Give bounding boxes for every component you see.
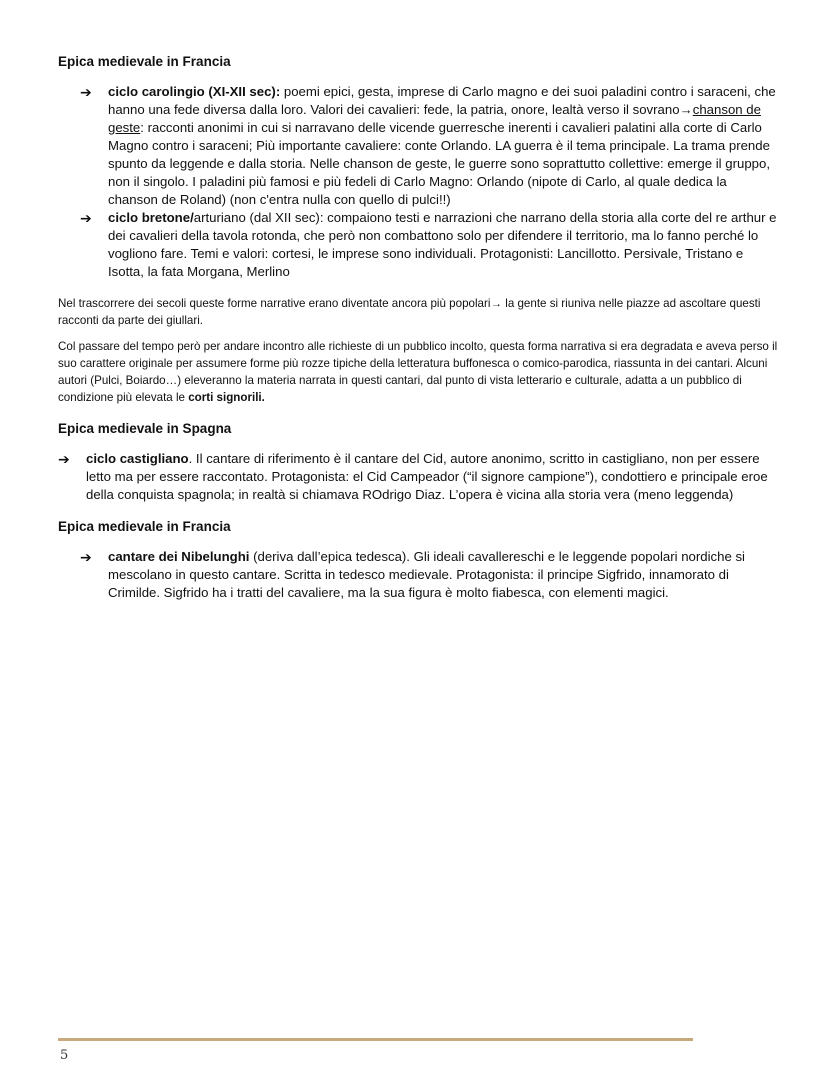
item-text: (deriva dall’epica tedesca). Gli ideali cavallereschi e le leggende popolari nordiche si mescolano in questo cantare. Scritta in tedesco medievale. Protagonista: il principe Sigfrido, innamorato di Crimilde. Sigfrido ha i tratti del cavaliere, ma la sua figura è molto fiabesca, con elementi magici. bbox=[108, 549, 745, 600]
item-text: arturiano (dal XII sec): compaiono testi e narrazioni che narrano della storia alla corte del re arthur e dei cavalieri della tavola rotonda, che però non combattono solo per difendere il territorio, ma lo fanno perché lo vogliono fare. Temi e valori: cortesi, le imprese sono individuali. Protagonisti: Lancillotto. Persivale, Tristano e Isotta, la fata Morgana, Merlino bbox=[108, 210, 777, 279]
arrow-bullet-icon: ➔ bbox=[80, 84, 92, 100]
bullet-list-nibelunghi bbox=[58, 548, 778, 602]
section-heading-francia-2: Epica medievale in Francia bbox=[58, 519, 231, 534]
section-heading-francia: Epica medievale in Francia bbox=[58, 54, 231, 69]
arrow-bullet-icon: ➔ bbox=[58, 451, 70, 467]
bullet-list-francia bbox=[58, 83, 778, 281]
list-item bbox=[80, 548, 778, 602]
document-page bbox=[58, 54, 778, 602]
footer-rule bbox=[58, 1038, 693, 1041]
paragraph-text: Col passare del tempo però per andare incontro alle richieste di un pubblico incolto, questa forma narrativa si era degradata e aveva perso il suo carattere originale per assumere forme più rozze tipiche della letteratura buffonesca o comico-parodica, riassunta in dei cantari. Alcuni autori (Pulci, Boiardo…) eleveranno la materia narrata in questi cantari, dal punto di vista letterario e culturale, adatta a un pubblico di condizione più elevata le bbox=[58, 340, 778, 404]
section-heading-spagna: Epica medievale in Spagna bbox=[58, 421, 232, 436]
list-item bbox=[58, 450, 778, 504]
bullet-list-spagna bbox=[58, 450, 778, 504]
list-item bbox=[80, 83, 778, 209]
arrow-bullet-icon: ➔ bbox=[80, 210, 92, 226]
list-item bbox=[80, 209, 778, 281]
page-number: 5 bbox=[60, 1048, 69, 1063]
arrow-bullet-icon: ➔ bbox=[80, 549, 92, 565]
paragraph-bold: corti signorili. bbox=[188, 391, 265, 404]
underlined-term: chanson de geste bbox=[108, 102, 761, 135]
item-text: . Il cantare di riferimento è il cantare del Cid, autore anonimo, scritto in castigliano, non per essere letto ma per essere raccontato. Protagonista: el Cid Campeador (“il signore campione”), condottiero e principale eroe della conquista spagnola; in realtà si chiamava ROdrigo Diaz. L’opera è vicina alla storia vera (meno leggenda) bbox=[86, 451, 768, 502]
paragraph-cantari bbox=[58, 338, 778, 406]
paragraph-giullari: Nel trascorrere dei secoli queste forme narrative erano diventate ancora più popolari→ la gente si riuniva nelle piazze ad ascoltare questi racconti da parte dei giullari. bbox=[58, 297, 761, 327]
item-text: poemi epici, gesta, imprese di Carlo magno e dei suoi paladini contro i saraceni, che hanno una fede diversa dalla loro. Valori dei cavalieri: fede, la patria, onore, lealtà verso il sovrano→ bbox=[108, 84, 776, 117]
item-title: ciclo castigliano bbox=[86, 451, 189, 466]
item-title: ciclo bretone/ bbox=[108, 210, 194, 225]
item-title: ciclo carolingio (XI-XII sec): bbox=[108, 84, 281, 99]
item-text: : racconti anonimi in cui si narravano delle vicende guerresche inerenti i cavalieri palatini alla corte di Carlo Magno contro i saraceni; Più importante cavaliere: conte Orlando. LA guerra è il tema principale. La trama prende spunto da leggende e dalla storia. Nelle chanson de geste, le guerre sono soprattutto collettive: emerge il gruppo, non il singolo. I paladini più famosi e più fedeli di Carlo Magno: Orlando (nipote di Carlo, al quale dedica la chanson de Roland) (non c'entra nulla con quello di pulci!!) bbox=[108, 120, 770, 207]
item-title: cantare dei Nibelunghi bbox=[108, 549, 250, 564]
